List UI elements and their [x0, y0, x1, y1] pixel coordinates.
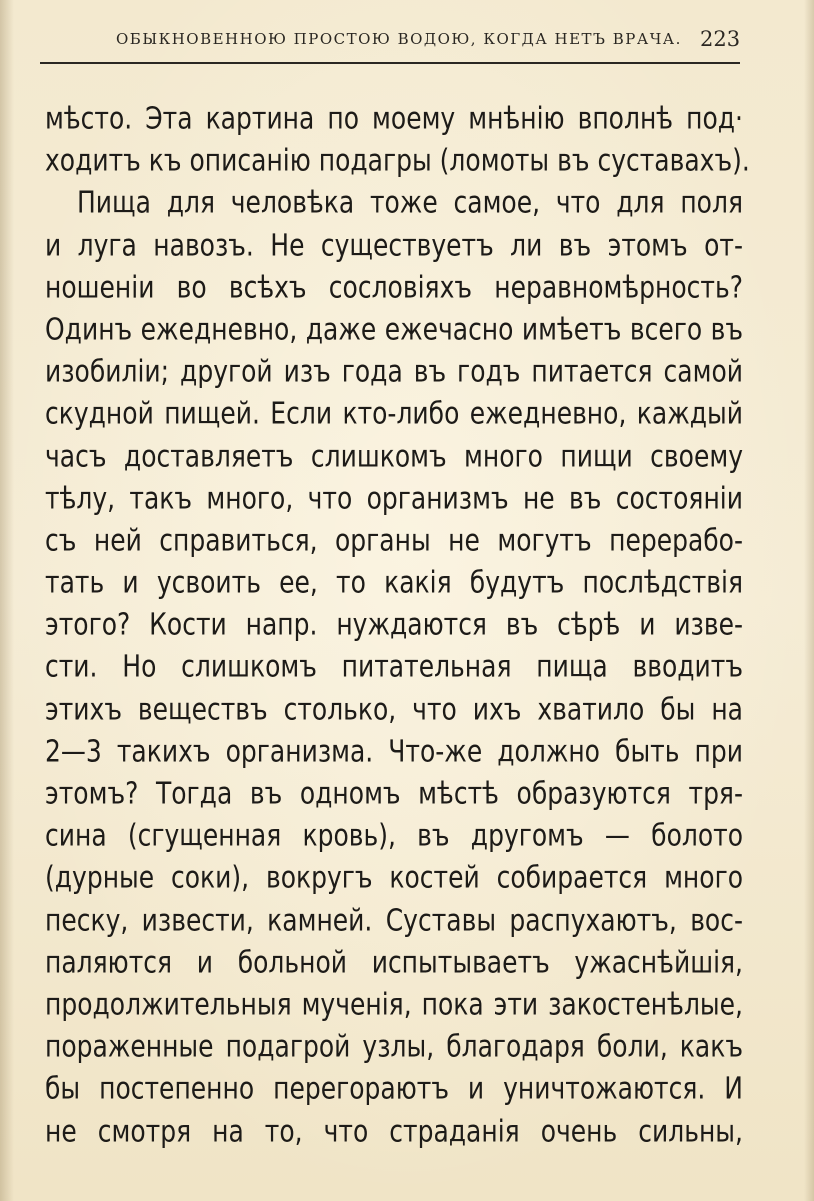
text-line: ходитъ къ описанію подагры (ломоты въ суставахъ). — [45, 142, 750, 179]
text-line: 2—3 такихъ организма. Что-же должно быть при — [45, 733, 743, 769]
text-line: продолжительныя мученія, пока эти закостенѣлые, — [45, 986, 743, 1022]
text-line: тать и усвоить ее, то какія будутъ послѣдствія — [45, 564, 743, 601]
text-line: и луга навозъ. Не существуетъ ли въ этомъ от- — [45, 227, 743, 263]
text-line: песку, извести, камней. Суставы распухаютъ, вос- — [45, 902, 743, 938]
page-number: 223 — [700, 27, 741, 51]
text-line: пораженные подагрой узлы, благодаря боли, какъ — [45, 1028, 743, 1065]
text-line: этомъ? Тогда въ одномъ мѣстѣ образуются тря- — [45, 775, 743, 812]
text-line: бы постепенно перегораютъ и уничтожаются. И — [45, 1070, 743, 1107]
text-line: съ ней справиться, органы не могутъ перерабо- — [45, 522, 743, 558]
paragraph-first-line: Пища для человѣка тоже самое, что для поля — [77, 185, 743, 221]
page-right-edge-shadow — [804, 0, 814, 1201]
text-line: сина (сгущенная кровь), въ другомъ — болото — [45, 817, 743, 854]
text-line: часъ доставляетъ слишкомъ много пищи своему — [45, 438, 743, 474]
text-line: Одинъ ежедневно, даже ежечасно имѣетъ всего въ — [45, 311, 743, 347]
text-line: мѣсто. Эта картина по моему мнѣнію вполнѣ под· — [45, 100, 743, 137]
text-line: не смотря на то, что страданія очень сильны, — [45, 1113, 743, 1149]
text-line: паляются и больной испытываетъ ужаснѣйшія, — [45, 944, 743, 980]
text-line: этого? Кости напр. нуждаются въ сѣрѣ и изве- — [45, 606, 743, 643]
running-head: ОБЫКНОВЕННОЮ ПРОСТОЮ ВОДОЮ, КОГДА НЕТЪ ВРАЧА. — [116, 30, 682, 48]
text-line: (дурные соки), вокругъ костей собирается много — [45, 860, 743, 896]
text-line: тѣлу, такъ много, что организмъ не въ состояніи — [45, 480, 743, 516]
text-line: сти. Но слишкомъ питательная пища вводитъ — [45, 649, 743, 685]
text-line: скудной пищей. Если кто-либо ежедневно, каждый — [45, 395, 743, 432]
body-text — [45, 98, 750, 1153]
text-line: этихъ веществъ столько, что ихъ хватило бы на — [45, 691, 743, 727]
text-line: изобиліи; другой изъ года въ годъ питается самой — [45, 353, 743, 390]
text-line: ношенiи во всѣхъ сословіяхъ неравномѣрность? — [45, 269, 743, 305]
page-left-edge-shadow — [0, 0, 14, 1201]
header-rule — [40, 62, 740, 64]
